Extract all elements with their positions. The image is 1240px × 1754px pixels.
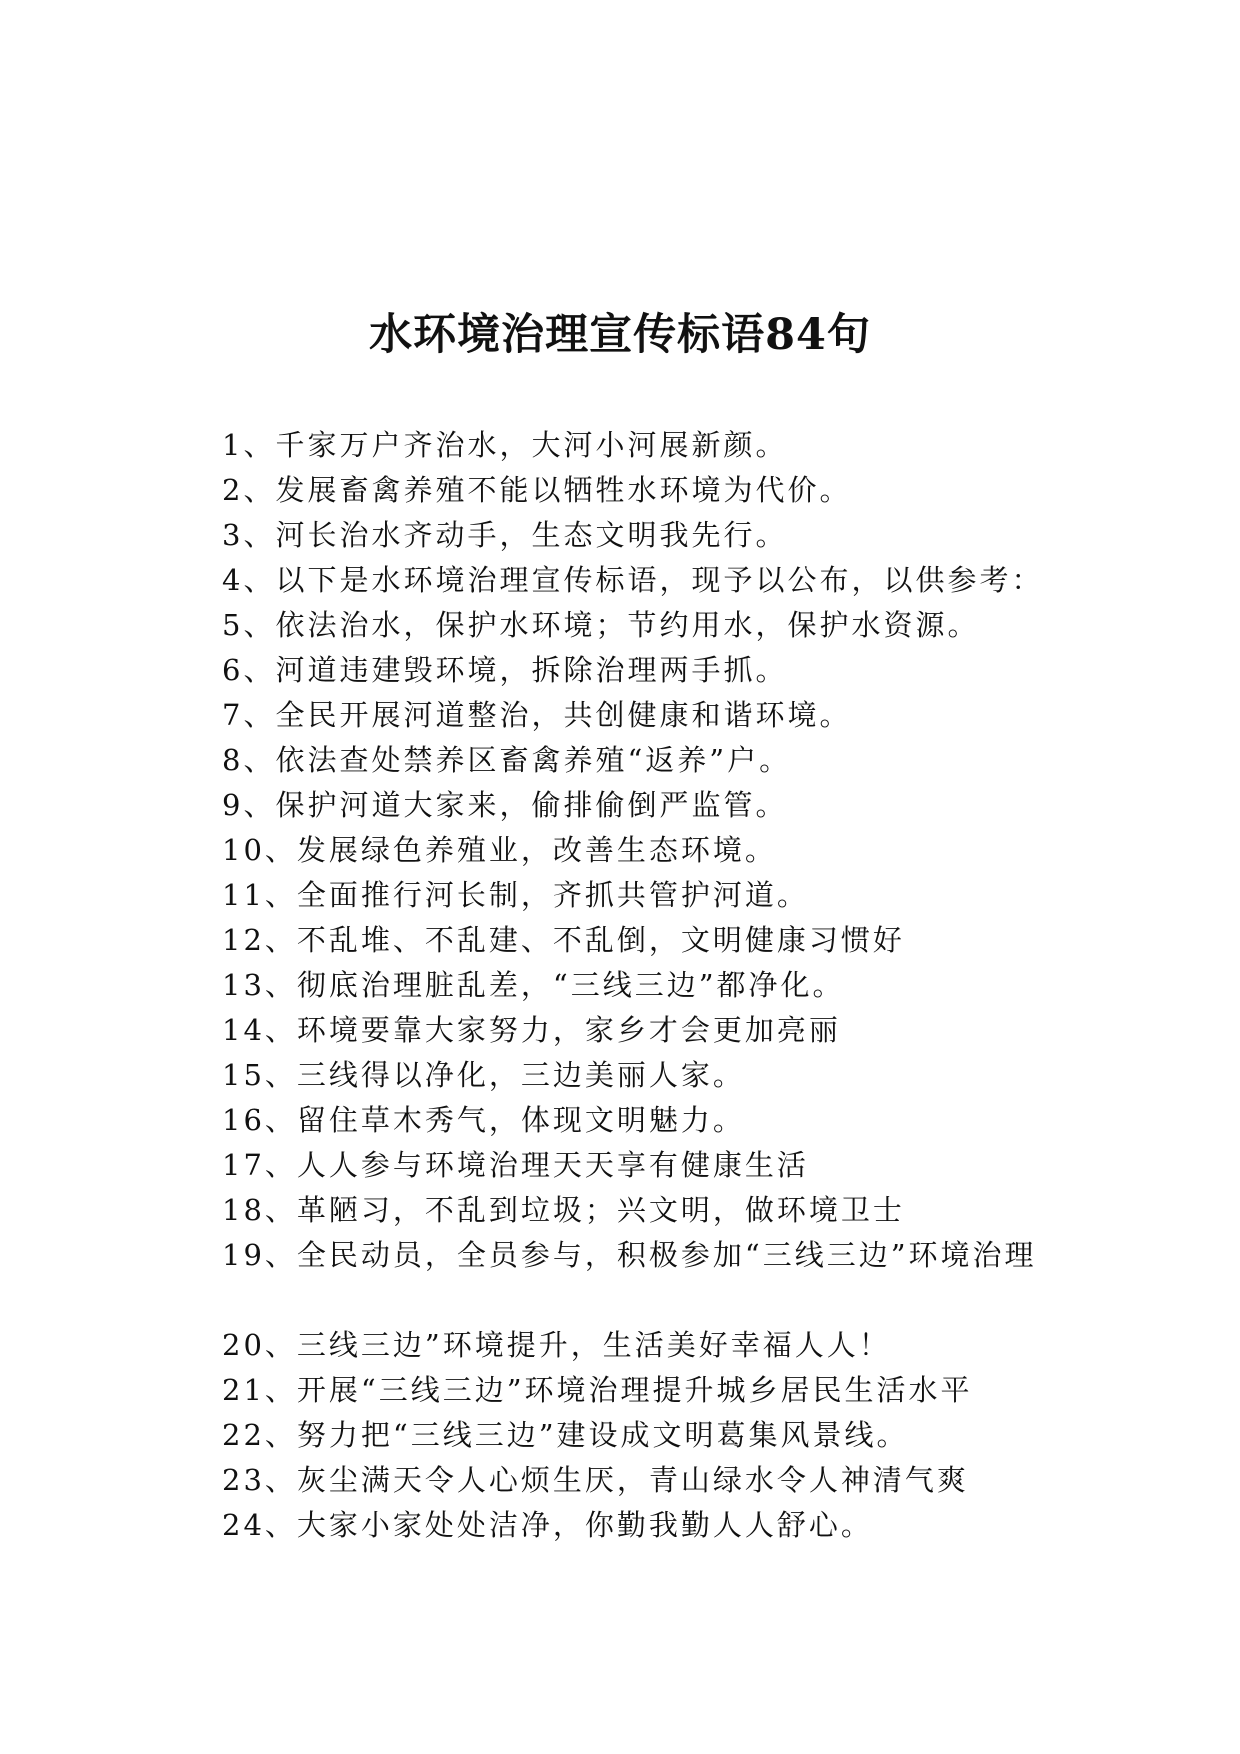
slogan-item: 7、全民开展河道整治，共创健康和谐环境。 (222, 698, 852, 732)
slogan-item: 16、留住草木秀气，体现文明魅力。 (222, 1103, 745, 1137)
slogan-item: 18、革陋习，不乱到垃圾；兴文明，做环境卫士 (222, 1193, 905, 1227)
slogan-item: 11、全面推行河长制，齐抓共管护河道。 (222, 878, 809, 912)
slogan-item: 6、河道违建毁环境，拆除治理两手抓。 (222, 653, 788, 687)
slogan-item: 14、环境要靠大家努力，家乡才会更加亮丽 (222, 1013, 841, 1047)
slogan-item: 21、开展“三线三边”环境治理提升城乡居民生活水平 (222, 1373, 973, 1407)
slogan-item: 17、人人参与环境治理天天享有健康生活 (222, 1148, 809, 1182)
slogan-item: 22、努力把“三线三边”建设成文明葛集风景线。 (222, 1418, 909, 1452)
slogan-item: 12、不乱堆、不乱建、不乱倒，文明健康习惯好 (222, 923, 905, 957)
document-title: 水环境治理宣传标语84句 (369, 310, 871, 360)
slogan-item: 10、发展绿色养殖业，改善生态环境。 (222, 833, 777, 867)
slogan-item: 24、大家小家处处洁净，你勤我勤人人舒心。 (222, 1508, 873, 1542)
slogan-item: 4、以下是水环境治理宣传标语，现予以公布，以供参考： (222, 563, 1044, 597)
slogan-item: 8、依法查处禁养区畜禽养殖“返养”户。 (222, 743, 792, 777)
slogan-item: 1、千家万户齐治水，大河小河展新颜。 (222, 428, 788, 462)
slogan-list (156, 423, 1086, 1548)
slogan-item: 15、三线得以净化，三边美丽人家。 (222, 1058, 745, 1092)
slogan-item: 3、河长治水齐动手，生态文明我先行。 (222, 518, 788, 552)
slogan-item: 23、灰尘满天令人心烦生厌，青山绿水令人神清气爽 (222, 1463, 969, 1497)
slogan-item: 9、保护河道大家来，偷排偷倒严监管。 (222, 788, 788, 822)
slogan-item: 2、发展畜禽养殖不能以牺牲水环境为代价。 (222, 473, 852, 507)
slogan-item: 13、彻底治理脏乱差，“三线三边”都净化。 (222, 968, 845, 1002)
slogan-item: 19、全民动员，全员参与，积极参加“三线三边”环境治理 (222, 1238, 1037, 1272)
slogan-item: 5、依法治水，保护水环境；节约用水，保护水资源。 (222, 608, 980, 642)
slogan-item: 20、三线三边”环境提升，生活美好幸福人人！ (222, 1328, 891, 1362)
